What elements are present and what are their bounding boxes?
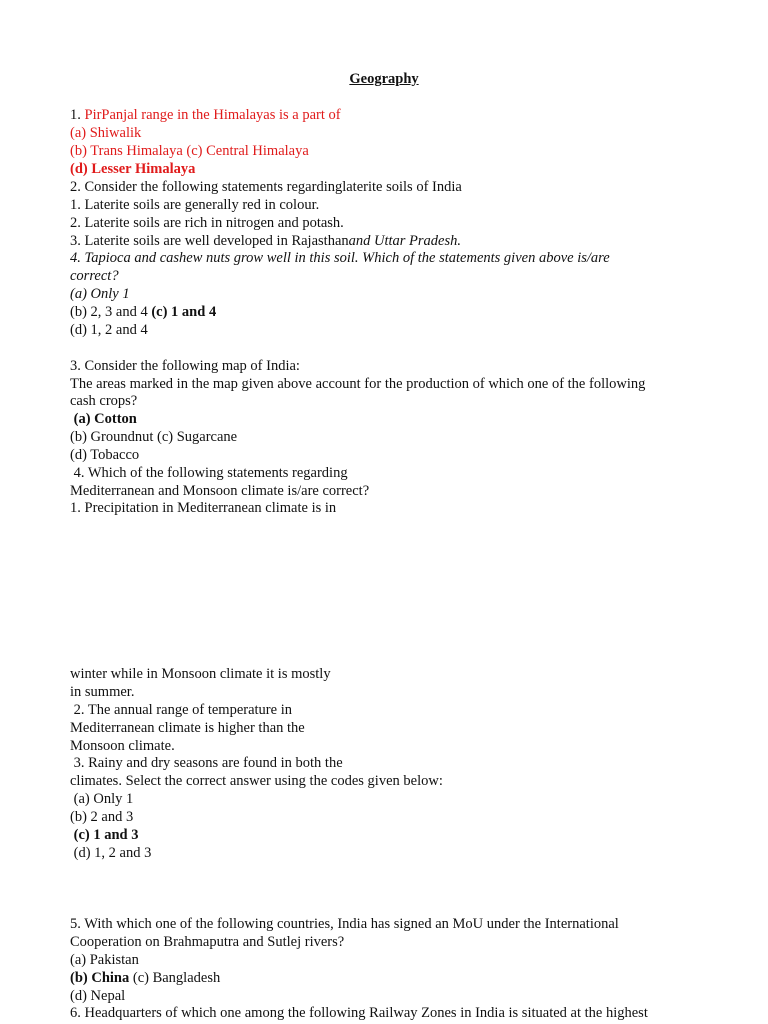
q2-statement-1: 1. Laterite soils are generally red in colour.	[70, 197, 320, 213]
q1-stem	[70, 106, 341, 124]
q2-option-d: (d) 1, 2 and 4	[70, 322, 148, 338]
q4-line1: 4. Which of the following statements regarding	[70, 465, 348, 481]
q4-line6: 2. The annual range of temperature in	[70, 702, 292, 718]
q4-line8: Monsoon climate.	[70, 738, 175, 754]
q5-option-a: (a) Pakistan	[70, 952, 139, 968]
q4-line10: climates. Select the correct answer using the codes given below:	[70, 773, 443, 789]
q2-statement-3-part1: 3. Laterite soils are well developed in Rajasthan	[70, 233, 349, 249]
q2-statement-3	[70, 232, 461, 250]
q4-option-b: (b) 2 and 3	[70, 809, 134, 825]
q5-option-bc	[70, 969, 220, 987]
q4-option-a: (a) Only 1	[70, 791, 134, 807]
q4-option-d: (d) 1, 2 and 3	[70, 845, 152, 861]
q2-option-bc	[70, 303, 216, 321]
q5-option-c: (c) Bangladesh	[129, 970, 221, 986]
q5-line1: 5. With which one of the following countries, India has signed an MoU under the International	[70, 916, 619, 932]
q5-option-d: (d) Nepal	[70, 988, 126, 1004]
q6-line1: 6. Headquarters of which one among the following Railway Zones in India is situated at the highest	[70, 1005, 648, 1021]
q4-line9: 3. Rainy and dry seasons are found in both the	[70, 755, 343, 771]
q3-option-d: (d) Tobacco	[70, 447, 140, 463]
q2-option-c-answer: (c) 1 and 4	[151, 304, 217, 320]
q1-option-bc: (b) Trans Himalaya (c) Central Himalaya	[70, 143, 309, 159]
q5-option-b-answer: (b) China	[70, 970, 130, 986]
q4-option-c-answer: (c) 1 and 3	[70, 827, 139, 843]
q4-line2: Mediterranean and Monsoon climate is/are correct?	[70, 483, 370, 499]
q2-statement-4-line1: 4. Tapioca and cashew nuts grow well in this soil. Which of the statements given above is/are	[70, 250, 610, 266]
q5-line2: Cooperation on Brahmaputra and Sutlej rivers?	[70, 934, 345, 950]
q4-line3: 1. Precipitation in Mediterranean climate is in	[70, 500, 337, 516]
q2-statement-2: 2. Laterite soils are rich in nitrogen and potash.	[70, 215, 344, 231]
q3-line1: The areas marked in the map given above account for the production of which one of the following	[70, 376, 646, 392]
q3-line2: cash crops?	[70, 393, 138, 409]
q2-option-b: (b) 2, 3 and 4	[70, 304, 152, 320]
q2-statement-4-line2: correct?	[70, 268, 119, 284]
q2-statement-3-part2: and Uttar Pradesh.	[348, 233, 462, 249]
q3-option-a-answer: (a) Cotton	[70, 411, 137, 427]
q4-line4: winter while in Monsoon climate it is mostly	[70, 666, 331, 682]
q4-line7: Mediterranean climate is higher than the	[70, 720, 305, 736]
q4-line5: in summer.	[70, 684, 135, 700]
q3-stem: 3. Consider the following map of India:	[70, 358, 300, 374]
q1-option-a: (a) Shiwalik	[70, 125, 142, 141]
q1-number: 1.	[70, 107, 85, 123]
q2-option-a: (a) Only 1	[70, 286, 130, 302]
q3-option-bc: (b) Groundnut (c) Sugarcane	[70, 429, 238, 445]
q2-stem: 2. Consider the following statements regardinglaterite soils of India	[70, 179, 462, 195]
document-title: Geography	[349, 71, 419, 87]
q1-option-d-answer: (d) Lesser Himalaya	[70, 161, 196, 177]
q1-stem-text: PirPanjal range in the Himalayas is a part of	[84, 107, 341, 123]
